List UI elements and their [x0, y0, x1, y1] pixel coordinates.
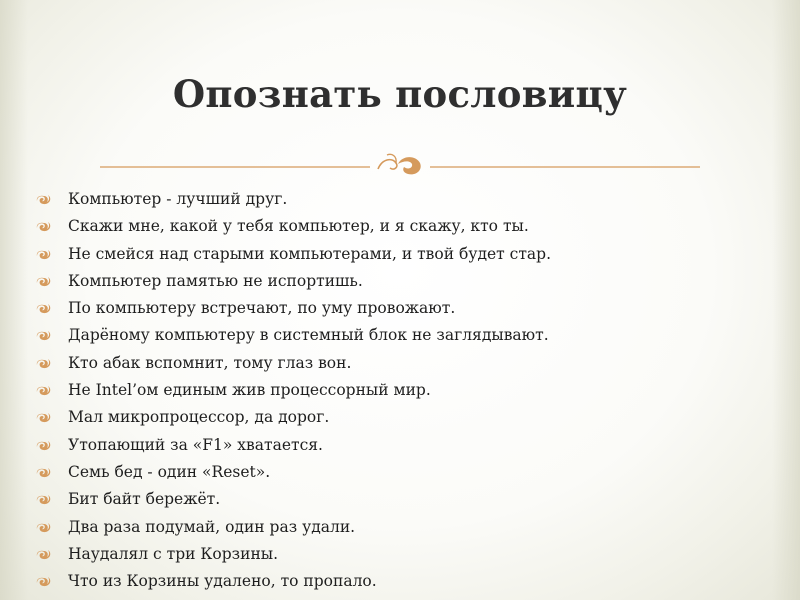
proverb-list — [36, 186, 786, 595]
fleuron-bullet-icon — [36, 249, 52, 261]
fleuron-bullet-icon — [36, 549, 52, 561]
fleuron-bullet-icon — [36, 576, 52, 588]
ornament-divider — [100, 150, 700, 180]
list-item — [36, 404, 786, 431]
fleuron-bullet-icon — [36, 412, 52, 424]
fleuron-bullet-icon — [36, 440, 52, 452]
list-item — [36, 241, 786, 268]
proverb-text: Утопающий за «F1» хватается. — [68, 435, 323, 454]
fleuron-bullet-icon — [36, 221, 52, 233]
fleuron-bullet-icon — [36, 522, 52, 534]
fleuron-icon — [378, 154, 421, 174]
proverb-text: Компьютер памятью не испортишь. — [68, 271, 363, 290]
proverb-text: По компьютеру встречают, по уму провожают. — [68, 299, 456, 318]
list-item — [36, 186, 786, 213]
proverb-text: Мал микропроцессор, да дорог. — [68, 408, 330, 427]
list-item — [36, 514, 786, 541]
fleuron-bullet-icon — [36, 385, 52, 397]
proverb-text: Кто абак вспомнит, тому глаз вон. — [68, 353, 352, 372]
proverb-text: Наудалял с три Корзины. — [68, 544, 279, 563]
list-item — [36, 322, 786, 349]
fleuron-bullet-icon — [36, 194, 52, 206]
list-item — [36, 295, 786, 322]
list-item — [36, 459, 786, 486]
list-item — [36, 432, 786, 459]
list-item — [36, 350, 786, 377]
fleuron-bullet-icon — [36, 358, 52, 370]
slide-title: Опознать пословицу — [172, 72, 628, 116]
list-item — [36, 486, 786, 513]
proverb-text: Бит байт бережёт. — [68, 490, 221, 509]
list-item — [36, 568, 786, 595]
proverb-text: Скажи мне, какой у тебя компьютер, и я скажу, кто ты. — [68, 217, 529, 236]
proverb-text: Не Intel’ом единым жив процессорный мир. — [68, 381, 431, 400]
fleuron-bullet-icon — [36, 467, 52, 479]
proverb-text: Не смейся над старыми компьютерами, и твой будет стар. — [68, 244, 552, 263]
list-item — [36, 377, 786, 404]
fleuron-bullet-icon — [36, 330, 52, 342]
proverb-text: Дарёному компьютеру в системный блок не заглядывают. — [68, 326, 549, 345]
list-item — [36, 213, 786, 240]
list-item — [36, 541, 786, 568]
fleuron-bullet-icon — [36, 276, 52, 288]
proverb-text: Компьютер - лучший друг. — [68, 190, 288, 208]
list-item — [36, 268, 786, 295]
proverb-text: Что из Корзины удалено, то пропало. — [68, 572, 377, 591]
fleuron-bullet-icon — [36, 303, 52, 315]
fleuron-bullet-icon — [36, 494, 52, 506]
proverb-text: Два раза подумай, один раз удали. — [68, 517, 356, 536]
proverb-text: Семь бед - один «Reset». — [68, 462, 271, 481]
